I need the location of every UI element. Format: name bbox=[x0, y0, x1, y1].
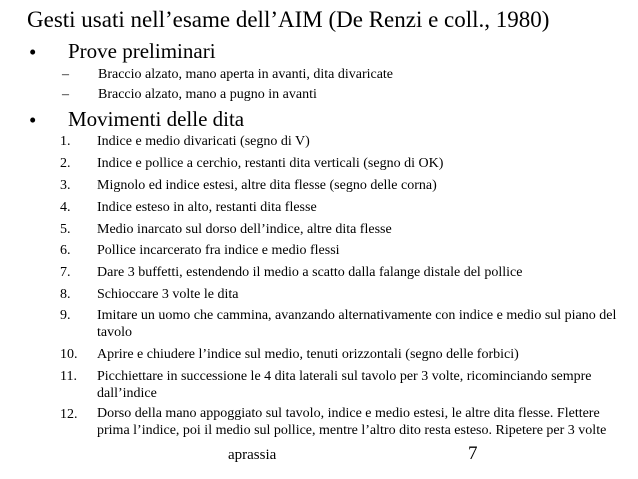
sub-item: Braccio alzato, mano aperta in avanti, dita divaricate bbox=[98, 67, 394, 82]
sub-item: Braccio alzato, mano a pugno in avanti bbox=[98, 87, 317, 102]
dash-icon: – bbox=[62, 67, 69, 82]
list-item: Mignolo ed indice estesi, altre dita flesse (segno delle corna) bbox=[97, 178, 437, 193]
list-item-number: 1. bbox=[60, 134, 71, 149]
list-item-number: 11. bbox=[60, 369, 77, 384]
dash-icon: – bbox=[62, 87, 69, 102]
section-heading-movimenti-delle-dita: Movimenti delle dita bbox=[68, 107, 245, 131]
list-item-number: 2. bbox=[60, 156, 71, 171]
list-item-number: 3. bbox=[60, 178, 71, 193]
list-item: Aprire e chiudere l’indice sul medio, tenuti orizzontali (segno delle forbici) bbox=[97, 347, 519, 362]
list-item-number: 5. bbox=[60, 222, 71, 237]
list-item: Dorso della mano appoggiato sul tavolo, indice e medio estesi, le altre dita flesse. Flettere prima l’indice, poi il medio sul pollice, mentre l’altro dito resta esteso. Ripetere per 3 volte bbox=[97, 406, 607, 438]
list-item: Dare 3 buffetti, estendendo il medio a scatto dalla falange distale del pollice bbox=[97, 265, 523, 280]
bullet-icon: • bbox=[29, 40, 37, 64]
list-item-number: 4. bbox=[60, 200, 71, 215]
list-item: Indice e pollice a cerchio, restanti dita verticali (segno di OK) bbox=[97, 156, 444, 171]
bullet-icon: • bbox=[29, 108, 37, 132]
list-item: Picchiettare in successione le 4 dita laterali sul tavolo per 3 volte, ricominciando sempre dall’indice bbox=[97, 369, 592, 401]
list-item: Schioccare 3 volte le dita bbox=[97, 287, 239, 302]
list-item: Imitare un uomo che cammina, avanzando alternativamente con indice e medio sul piano del tavolo bbox=[97, 308, 617, 340]
list-item-number: 10. bbox=[60, 347, 78, 362]
list-item: Medio inarcato sul dorso dell’indice, altre dita flesse bbox=[97, 222, 392, 237]
list-item-number: 12. bbox=[60, 407, 78, 422]
list-item-number: 6. bbox=[60, 243, 71, 258]
footer-topic: aprassia bbox=[228, 447, 277, 463]
list-item-number: 8. bbox=[60, 287, 71, 302]
section-heading-prove-preliminari: Prove preliminari bbox=[68, 39, 216, 63]
slide-title: Gesti usati nell’esame dell’AIM (De Renzi e coll., 1980) bbox=[27, 7, 550, 32]
list-item: Pollice incarcerato fra indice e medio flessi bbox=[97, 243, 340, 258]
list-item-number: 9. bbox=[60, 308, 71, 323]
list-item: Indice e medio divaricati (segno di V) bbox=[97, 134, 310, 149]
list-item-number: 7. bbox=[60, 265, 71, 280]
page-number: 7 bbox=[468, 443, 478, 464]
list-item: Indice esteso in alto, restanti dita flesse bbox=[97, 200, 317, 215]
